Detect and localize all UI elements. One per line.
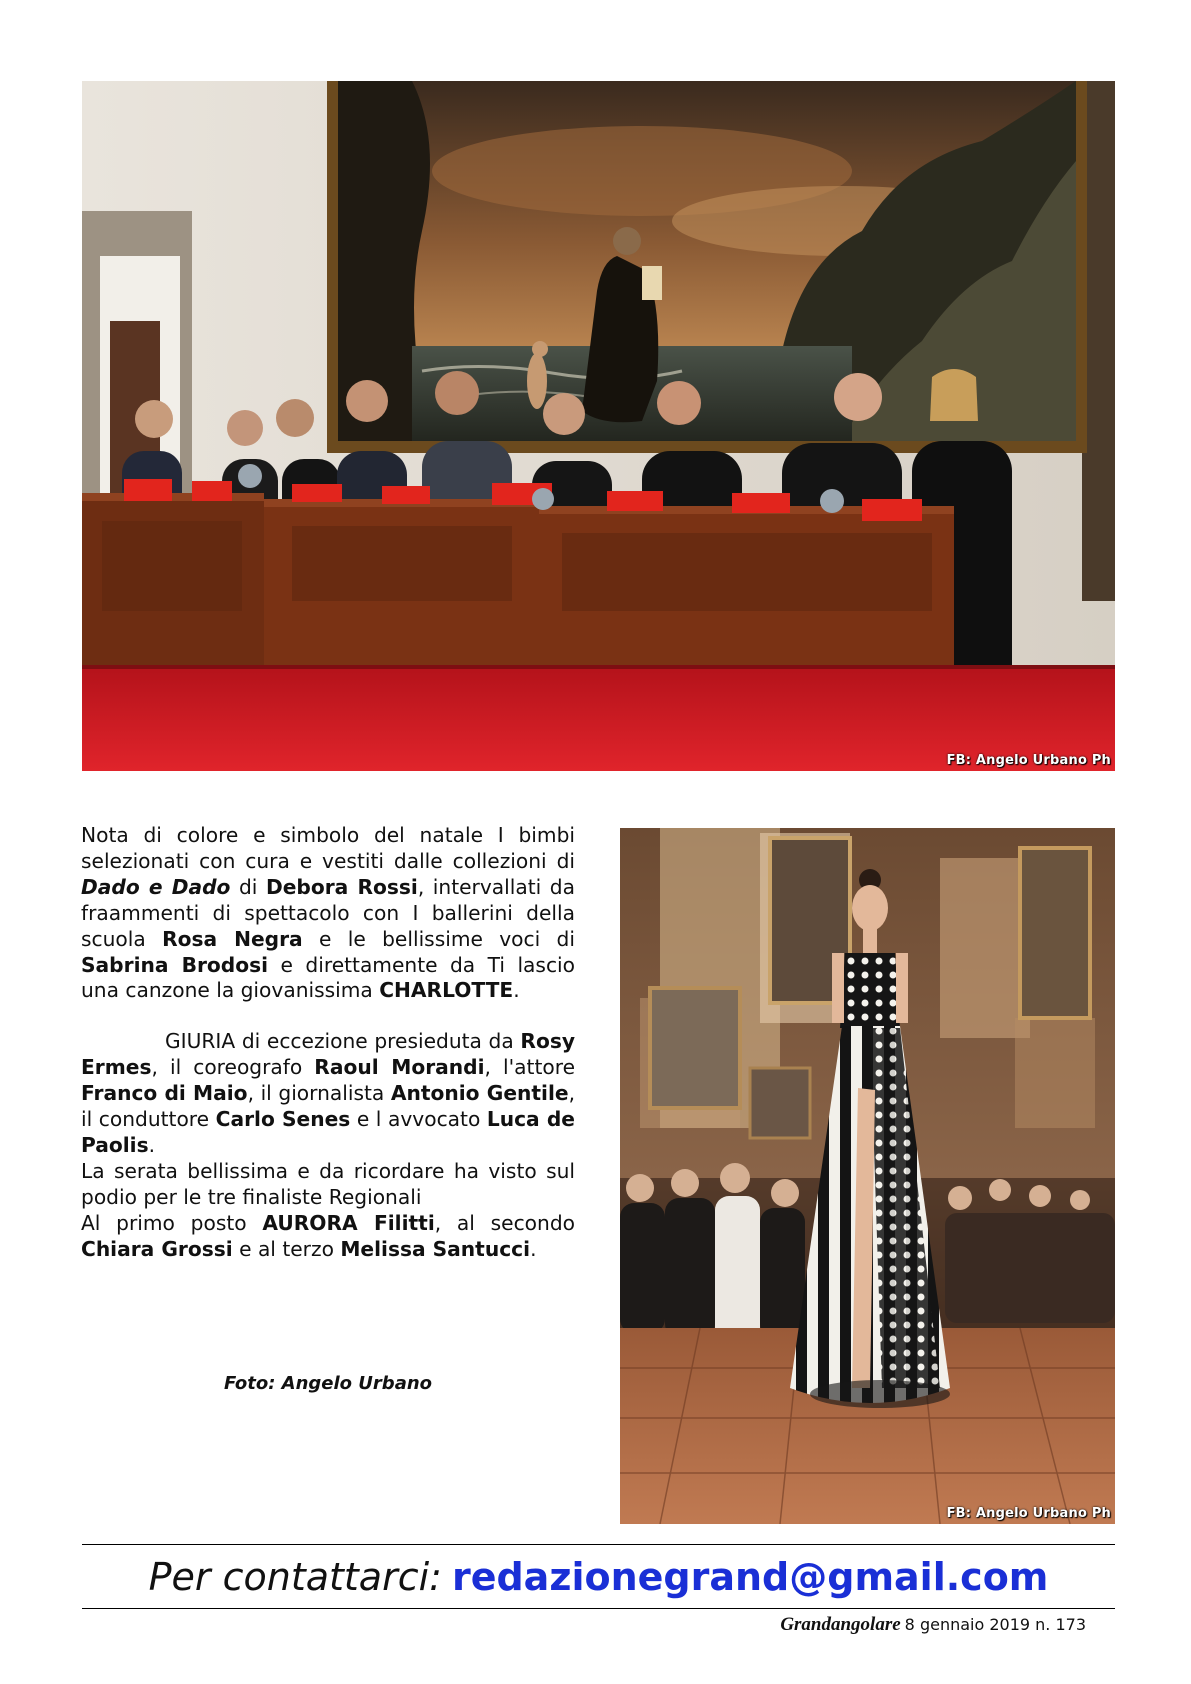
article-body bbox=[81, 823, 575, 1263]
article-paragraph-1 bbox=[81, 823, 575, 1004]
contact-rule-top bbox=[82, 1544, 1115, 1545]
name-rosy-ermes: Rosy Ermes bbox=[81, 1029, 575, 1080]
runway-photo-illustration bbox=[620, 828, 1115, 1524]
text-run: , l'attore bbox=[484, 1055, 575, 1080]
text-run: . bbox=[513, 978, 520, 1003]
text-run: e le bellissime voci di bbox=[302, 926, 575, 951]
text-run: di bbox=[230, 874, 266, 899]
name-carlo-senes: Carlo Senes bbox=[215, 1107, 351, 1132]
text-run: e direttamente da Ti lascio una canzone la giovanissima bbox=[81, 952, 576, 1003]
name-rosa-negra: Rosa Negra bbox=[162, 926, 303, 951]
contact-label: Per contattarci: bbox=[148, 1555, 442, 1599]
issue-info: 8 gennaio 2019 n. 173 bbox=[904, 1615, 1086, 1634]
jury-photo bbox=[82, 81, 1115, 771]
name-melissa-santucci: Melissa Santucci bbox=[340, 1236, 531, 1261]
text-run: , intervallati da fraammenti di spettacolo con I ballerini della scuola bbox=[81, 874, 575, 951]
contact-rule-bottom bbox=[82, 1608, 1115, 1609]
text-run: Nota di colore e simbolo del natale I bimbi selezionati con cura e vestiti dalle collezioni di bbox=[81, 823, 575, 873]
name-antonio-gentile: Antonio Gentile bbox=[390, 1081, 569, 1106]
text-run: , il giornalista bbox=[247, 1081, 391, 1106]
text-run: . bbox=[148, 1132, 156, 1157]
text-run: La serata bellissima e da ricordare ha visto sul podio per le tre finaliste Regionali bbox=[81, 1158, 575, 1209]
contact-bar bbox=[82, 1548, 1115, 1606]
jury-photo-illustration bbox=[82, 81, 1115, 771]
name-luca-de-paolis: Luca de Paolis bbox=[81, 1107, 575, 1157]
name-franco-di-maio: Franco di Maio bbox=[81, 1081, 248, 1106]
masthead: Grandangolare bbox=[780, 1614, 901, 1635]
name-chiara-grossi: Chiara Grossi bbox=[81, 1236, 233, 1261]
photo-credit-top: FB: Angelo Urbano Ph bbox=[946, 753, 1111, 768]
text-run: e al terzo bbox=[232, 1236, 341, 1261]
name-sabrina-brodosi: Sabrina Brodosi bbox=[81, 952, 269, 977]
name-debora-rossi: Debora Rossi bbox=[265, 874, 418, 899]
text-run: Al primo posto bbox=[81, 1210, 263, 1235]
contact-email-link[interactable]: redazionegrand@gmail.com bbox=[451, 1555, 1049, 1599]
name-charlotte: CHARLOTTE bbox=[379, 978, 514, 1003]
runway-photo bbox=[620, 828, 1115, 1524]
text-run: , il conduttore bbox=[81, 1081, 575, 1132]
text-run: e l avvocato bbox=[350, 1107, 487, 1132]
text-run: GIURIA di eccezione presieduta da bbox=[165, 1029, 521, 1054]
text-run: . bbox=[530, 1236, 537, 1261]
page-footer bbox=[780, 1614, 1086, 1636]
brand-dado-e-dado: Dado e Dado bbox=[81, 874, 231, 899]
article-paragraph-2 bbox=[81, 1029, 575, 1262]
text-run: , al secondo bbox=[434, 1210, 575, 1235]
foto-credit: Foto: Angelo Urbano bbox=[223, 1373, 433, 1394]
name-raoul-morandi: Raoul Morandi bbox=[314, 1055, 485, 1080]
photo-credit-right: FB: Angelo Urbano Ph bbox=[946, 1506, 1111, 1521]
text-run: , il coreografo bbox=[151, 1055, 315, 1080]
name-aurora-filitti: AURORA Filitti bbox=[262, 1210, 435, 1235]
